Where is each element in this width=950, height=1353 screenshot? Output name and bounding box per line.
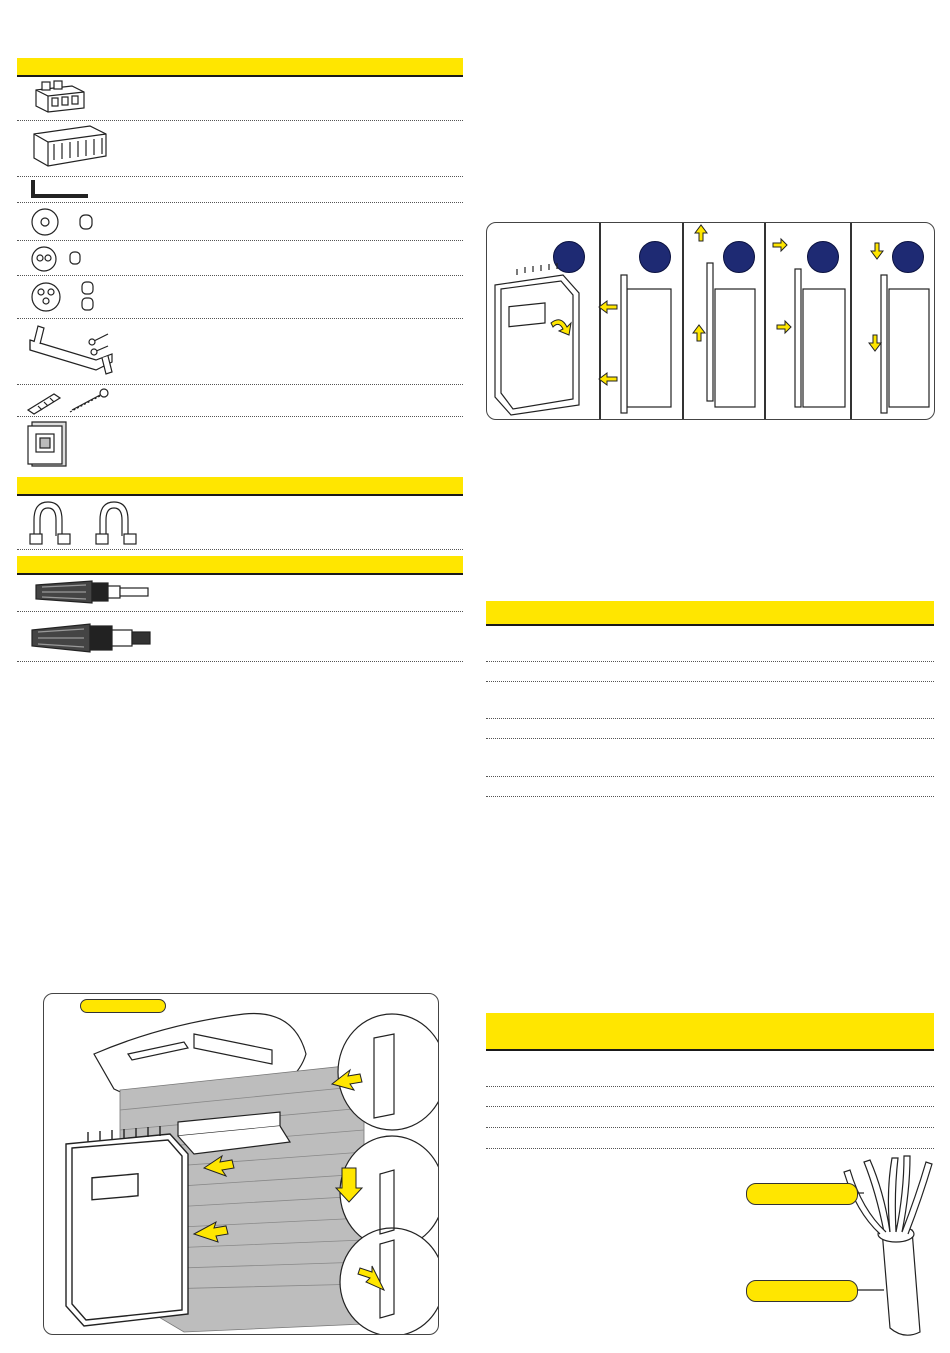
- table-row-rule: [486, 776, 934, 777]
- terminal-connector-large-icon: [30, 124, 110, 172]
- row-separator: [17, 202, 463, 203]
- wall-mounting-illustration-icon: [44, 994, 438, 1334]
- row-separator: [17, 240, 463, 241]
- inverter-cover-removal-steps-icon: [487, 223, 934, 419]
- cable-callout-conductors: [746, 1183, 858, 1205]
- row-separator: [17, 318, 463, 319]
- dc-connector-female-icon: [30, 577, 152, 607]
- dc-connector-male-icon: [28, 618, 154, 658]
- row-separator: [17, 120, 463, 121]
- table-row-rule: [486, 1106, 934, 1107]
- jumper-cable-icon: [26, 498, 156, 550]
- wall-mounting-figure: [43, 993, 439, 1335]
- table-row-rule: [486, 796, 934, 797]
- row-separator: [17, 549, 463, 550]
- row-separator: [17, 416, 463, 417]
- two-hole-gasket-icon: [30, 244, 100, 274]
- hex-key-icon: [30, 178, 92, 200]
- terminal-connector-small-icon: [32, 80, 92, 116]
- cable-figure: [744, 1152, 940, 1342]
- document-icon: [26, 420, 72, 468]
- jumper-table-header: [17, 477, 463, 496]
- wall-plug-and-screw-icon: [24, 386, 114, 416]
- multi-core-cable-icon: [744, 1152, 940, 1342]
- row-separator: [17, 611, 463, 612]
- three-hole-gasket-icon: [30, 278, 105, 316]
- cable-callout-sheath: [746, 1280, 858, 1302]
- table-row-rule: [486, 661, 934, 662]
- table-row-rule: [486, 718, 934, 719]
- table-row-rule: [486, 681, 934, 682]
- row-separator: [17, 176, 463, 177]
- cable-table-1-header: [486, 601, 934, 626]
- row-separator: [17, 275, 463, 276]
- parts-table-header: [17, 58, 463, 77]
- table-row-rule: [486, 1086, 934, 1087]
- cable-table-2-header: [486, 1013, 934, 1051]
- table-row-rule: [486, 738, 934, 739]
- row-separator: [17, 661, 463, 662]
- single-hole-gasket-icon: [30, 205, 100, 239]
- row-separator: [17, 384, 463, 385]
- wall-bracket-with-screws-icon: [22, 322, 122, 380]
- cover-removal-steps-figure: [486, 222, 935, 420]
- table-row-rule: [486, 1148, 934, 1149]
- connector-table-header: [17, 556, 463, 575]
- table-row-rule: [486, 1127, 934, 1128]
